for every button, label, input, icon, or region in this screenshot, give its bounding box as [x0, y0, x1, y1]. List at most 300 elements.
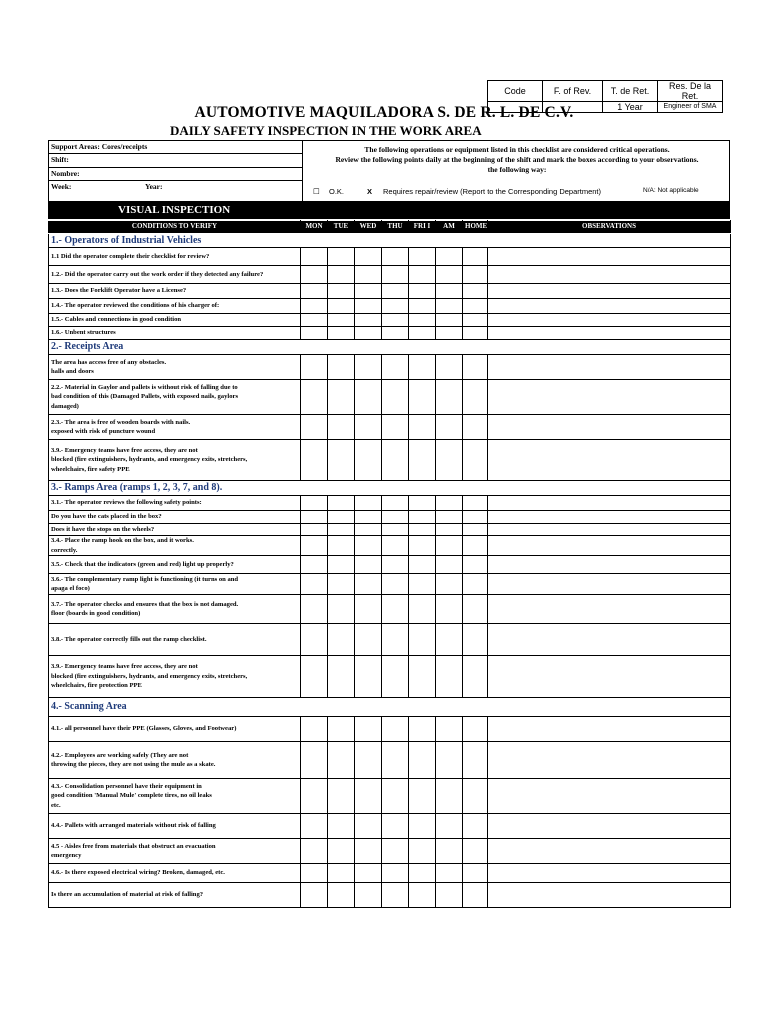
table-row [49, 779, 731, 814]
check-cell-thu[interactable] [382, 595, 409, 624]
table-row [49, 742, 731, 779]
table-row [49, 883, 731, 908]
condition-text: 1.6.- Unbent structures [49, 327, 301, 340]
check-cell-tue[interactable] [328, 266, 355, 284]
check-cell-tue[interactable] [328, 839, 355, 864]
instructions-line-2: Review the following points daily at the beginning of the shift and mark the boxes according to your observations. [335, 155, 699, 164]
check-cell-home[interactable] [463, 511, 488, 524]
check-cell-fri[interactable] [409, 355, 436, 380]
check-cell-wed[interactable] [355, 496, 382, 511]
instructions-text [303, 145, 731, 175]
visual-inspection-banner: VISUAL INSPECTION [48, 202, 730, 219]
check-cell-fri[interactable] [409, 656, 436, 698]
check-cell-tue[interactable] [328, 595, 355, 624]
check-cell-home[interactable] [463, 524, 488, 536]
observations-cell[interactable] [488, 624, 731, 656]
check-cell-home[interactable] [463, 717, 488, 742]
check-cell-wed[interactable] [355, 266, 382, 284]
check-cell-wed[interactable] [355, 327, 382, 340]
check-cell-tue[interactable] [328, 511, 355, 524]
check-cell-home[interactable] [463, 595, 488, 624]
check-cell-thu[interactable] [382, 248, 409, 266]
check-cell-am[interactable] [436, 314, 463, 327]
table-row [49, 864, 731, 883]
check-cell-wed[interactable] [355, 814, 382, 839]
col-conditions: CONDITIONS TO VERIFY [49, 221, 301, 234]
col-thu: THU [382, 221, 409, 234]
table-row [49, 574, 731, 595]
check-cell-home[interactable] [463, 327, 488, 340]
condition-text: 1.2.- Did the operator carry out the work order if they detected any failure? [49, 266, 301, 284]
check-cell-thu[interactable] [382, 742, 409, 779]
check-cell-am[interactable] [436, 556, 463, 574]
check-cell-mon[interactable] [301, 266, 328, 284]
condition-text: 3.6.- The complementary ramp light is functioning (it turns on and apaga el foco) [49, 574, 301, 595]
check-cell-am[interactable] [436, 496, 463, 511]
check-cell-home[interactable] [463, 284, 488, 299]
check-cell-am[interactable] [436, 742, 463, 779]
check-cell-home[interactable] [463, 266, 488, 284]
check-cell-tue[interactable] [328, 864, 355, 883]
condition-text: 3.1.- The operator reviews the following safety points: [49, 496, 301, 511]
table-row [49, 314, 731, 327]
check-cell-fri[interactable] [409, 299, 436, 314]
table-row [49, 656, 731, 698]
check-cell-thu[interactable] [382, 524, 409, 536]
check-cell-mon[interactable] [301, 864, 328, 883]
check-cell-thu[interactable] [382, 779, 409, 814]
condition-text: 3.4.- Place the ramp hook on the box, and it works. correctly. [49, 536, 301, 556]
check-cell-thu[interactable] [382, 299, 409, 314]
section-header-row [49, 340, 731, 355]
section-header-row [49, 481, 731, 496]
check-cell-fri[interactable] [409, 595, 436, 624]
condition-text: 1.3.- Does the Forklift Operator have a License? [49, 284, 301, 299]
section-header-row [49, 698, 731, 717]
table-row [49, 556, 731, 574]
check-cell-am[interactable] [436, 624, 463, 656]
check-cell-tue[interactable] [328, 284, 355, 299]
check-cell-am[interactable] [436, 248, 463, 266]
name-field[interactable]: Nombre: [49, 168, 302, 181]
table-row [49, 440, 731, 481]
check-cell-home[interactable] [463, 415, 488, 440]
check-cell-fri[interactable] [409, 380, 436, 415]
check-cell-wed[interactable] [355, 524, 382, 536]
check-cell-tue[interactable] [328, 380, 355, 415]
check-cell-am[interactable] [436, 536, 463, 556]
condition-text: 3.8.- The operator correctly fills out the ramp checklist. [49, 624, 301, 656]
check-cell-mon[interactable] [301, 355, 328, 380]
check-cell-wed[interactable] [355, 299, 382, 314]
form-info-box [48, 140, 730, 202]
check-cell-am[interactable] [436, 440, 463, 481]
check-cell-wed[interactable] [355, 415, 382, 440]
observations-cell[interactable] [488, 536, 731, 556]
table-row [49, 248, 731, 266]
check-cell-home[interactable] [463, 536, 488, 556]
check-cell-thu[interactable] [382, 327, 409, 340]
check-cell-mon[interactable] [301, 717, 328, 742]
table-row [49, 327, 731, 340]
check-cell-home[interactable] [463, 864, 488, 883]
check-cell-mon[interactable] [301, 574, 328, 595]
check-cell-home[interactable] [463, 248, 488, 266]
observations-cell[interactable] [488, 839, 731, 864]
check-cell-tue[interactable] [328, 556, 355, 574]
check-cell-tue[interactable] [328, 248, 355, 266]
table-row [49, 536, 731, 556]
check-cell-am[interactable] [436, 511, 463, 524]
check-cell-fri[interactable] [409, 415, 436, 440]
col-home: HOME [463, 221, 488, 234]
check-cell-am[interactable] [436, 524, 463, 536]
check-cell-fri[interactable] [409, 839, 436, 864]
check-cell-wed[interactable] [355, 574, 382, 595]
check-cell-fri[interactable] [409, 779, 436, 814]
condition-text: 2.3.- The area is free of wooden boards with nails. exposed with risk of puncture wound [49, 415, 301, 440]
observations-cell[interactable] [488, 742, 731, 779]
check-cell-mon[interactable] [301, 742, 328, 779]
check-cell-home[interactable] [463, 574, 488, 595]
condition-text: Do you have the cats placed in the box? [49, 511, 301, 524]
check-cell-thu[interactable] [382, 574, 409, 595]
section-header-row [49, 234, 731, 248]
check-cell-thu[interactable] [382, 536, 409, 556]
check-cell-thu[interactable] [382, 380, 409, 415]
retention-responsible-header: Res. De la Ret. [658, 81, 723, 102]
check-cell-wed[interactable] [355, 595, 382, 624]
check-cell-fri[interactable] [409, 314, 436, 327]
retention-time-value: 1 Year [603, 102, 658, 113]
check-cell-thu[interactable] [382, 266, 409, 284]
check-cell-wed[interactable] [355, 284, 382, 299]
check-cell-mon[interactable] [301, 883, 328, 908]
check-cell-mon[interactable] [301, 595, 328, 624]
ok-checkbox-icon: ☐ [313, 187, 320, 196]
table-row [49, 355, 731, 380]
check-cell-fri[interactable] [409, 327, 436, 340]
check-cell-home[interactable] [463, 839, 488, 864]
check-cell-am[interactable] [436, 595, 463, 624]
check-cell-tue[interactable] [328, 656, 355, 698]
table-row [49, 814, 731, 839]
form-title: DAILY SAFETY INSPECTION IN THE WORK AREA [170, 123, 482, 138]
observations-cell[interactable] [488, 299, 731, 314]
legend-repair: Requires repair/review (Report to the Corresponding Department) [383, 187, 602, 196]
check-cell-thu[interactable] [382, 284, 409, 299]
check-cell-thu[interactable] [382, 839, 409, 864]
table-row [49, 511, 731, 524]
check-cell-wed[interactable] [355, 380, 382, 415]
check-cell-tue[interactable] [328, 742, 355, 779]
check-cell-am[interactable] [436, 839, 463, 864]
check-cell-home[interactable] [463, 314, 488, 327]
check-cell-mon[interactable] [301, 314, 328, 327]
check-cell-am[interactable] [436, 299, 463, 314]
check-cell-wed[interactable] [355, 883, 382, 908]
check-cell-mon[interactable] [301, 496, 328, 511]
check-cell-wed[interactable] [355, 656, 382, 698]
check-cell-mon[interactable] [301, 327, 328, 340]
check-cell-tue[interactable] [328, 883, 355, 908]
check-cell-thu[interactable] [382, 814, 409, 839]
check-cell-fri[interactable] [409, 284, 436, 299]
week-year-field[interactable] [49, 181, 302, 194]
check-cell-am[interactable] [436, 355, 463, 380]
instructions-line-3: the following way: [487, 165, 547, 174]
observations-cell[interactable] [488, 496, 731, 511]
condition-text: 1.4.- The operator reviewed the conditions of his charger of: [49, 299, 301, 314]
condition-text: 4.6.- Is there exposed electrical wiring? Broken, damaged, etc. [49, 864, 301, 883]
check-cell-mon[interactable] [301, 779, 328, 814]
check-cell-mon[interactable] [301, 415, 328, 440]
observations-cell[interactable] [488, 779, 731, 814]
check-cell-wed[interactable] [355, 511, 382, 524]
check-cell-thu[interactable] [382, 314, 409, 327]
check-cell-wed[interactable] [355, 355, 382, 380]
check-cell-fri[interactable] [409, 266, 436, 284]
condition-text: 3.7.- The operator checks and ensures that the box is not damaged. floor (boards in good condition) [49, 595, 301, 624]
observations-cell[interactable] [488, 380, 731, 415]
check-cell-mon[interactable] [301, 284, 328, 299]
check-cell-home[interactable] [463, 380, 488, 415]
check-cell-fri[interactable] [409, 524, 436, 536]
table-row [49, 299, 731, 314]
check-cell-am[interactable] [436, 415, 463, 440]
table-row [49, 266, 731, 284]
check-cell-fri[interactable] [409, 742, 436, 779]
check-cell-fri[interactable] [409, 717, 436, 742]
check-cell-tue[interactable] [328, 327, 355, 340]
check-cell-wed[interactable] [355, 624, 382, 656]
observations-cell[interactable] [488, 248, 731, 266]
check-cell-wed[interactable] [355, 556, 382, 574]
section-title: 3.- Ramps Area (ramps 1, 2, 3, 7, and 8). [49, 481, 731, 496]
check-cell-fri[interactable] [409, 556, 436, 574]
col-am: AM [436, 221, 463, 234]
condition-text: 3.5.- Check that the indicators (green and red) light up properly? [49, 556, 301, 574]
check-cell-am[interactable] [436, 864, 463, 883]
check-cell-tue[interactable] [328, 574, 355, 595]
col-tue: TUE [328, 221, 355, 234]
section-title: 2.- Receipts Area [49, 340, 731, 355]
check-cell-am[interactable] [436, 814, 463, 839]
check-cell-mon[interactable] [301, 299, 328, 314]
check-cell-wed[interactable] [355, 742, 382, 779]
check-cell-home[interactable] [463, 656, 488, 698]
instructions-line-1: The following operations or equipment listed in this checklist are considered critical operations. [364, 145, 670, 154]
check-cell-mon[interactable] [301, 814, 328, 839]
observations-cell[interactable] [488, 284, 731, 299]
check-cell-mon[interactable] [301, 556, 328, 574]
legend-x-symbol: X [367, 187, 373, 196]
check-cell-tue[interactable] [328, 440, 355, 481]
check-cell-mon[interactable] [301, 536, 328, 556]
legend-ok: O.K. [329, 187, 345, 196]
checklist-table [48, 220, 731, 908]
table-row [49, 284, 731, 299]
check-cell-fri[interactable] [409, 511, 436, 524]
check-cell-home[interactable] [463, 556, 488, 574]
col-observations: OBSERVATIONS [488, 221, 731, 234]
check-cell-fri[interactable] [409, 536, 436, 556]
check-cell-tue[interactable] [328, 314, 355, 327]
check-cell-am[interactable] [436, 574, 463, 595]
legend-not-applicable: N/A: Not applicable [643, 187, 699, 194]
check-cell-wed[interactable] [355, 248, 382, 266]
condition-text: 1.1 Did the operator complete their checklist for review? [49, 248, 301, 266]
observations-cell[interactable] [488, 327, 731, 340]
col-mon: MON [301, 221, 328, 234]
check-cell-home[interactable] [463, 624, 488, 656]
check-cell-am[interactable] [436, 717, 463, 742]
check-cell-am[interactable] [436, 883, 463, 908]
observations-cell[interactable] [488, 814, 731, 839]
check-cell-thu[interactable] [382, 355, 409, 380]
check-cell-fri[interactable] [409, 624, 436, 656]
observations-cell[interactable] [488, 355, 731, 380]
condition-text: Does it have the stops on the wheels? [49, 524, 301, 536]
condition-text: 1.5.- Cables and connections in good condition [49, 314, 301, 327]
check-cell-home[interactable] [463, 883, 488, 908]
week-label: Week: [51, 181, 72, 191]
condition-text: 4.4.- Pallets with arranged materials without risk of falling [49, 814, 301, 839]
check-cell-fri[interactable] [409, 440, 436, 481]
company-title: AUTOMOTIVE MAQUILADORA S. DE R. L. DE C.V. [194, 104, 574, 121]
check-cell-tue[interactable] [328, 779, 355, 814]
condition-text: Is there an accumulation of material at risk of falling? [49, 883, 301, 908]
table-header-row [49, 221, 731, 234]
table-row [49, 624, 731, 656]
check-cell-tue[interactable] [328, 524, 355, 536]
col-wed: WED [355, 221, 382, 234]
check-cell-thu[interactable] [382, 656, 409, 698]
observations-cell[interactable] [488, 717, 731, 742]
check-cell-thu[interactable] [382, 496, 409, 511]
check-cell-am[interactable] [436, 327, 463, 340]
condition-text: 3.9.- Emergency teams have free access, they are not blocked (fire extinguishers, hydrants, and emergency exits, stretchers, wheelchairs, fire safety PPE [49, 440, 301, 481]
table-row [49, 380, 731, 415]
check-cell-mon[interactable] [301, 839, 328, 864]
check-cell-wed[interactable] [355, 839, 382, 864]
condition-text: 4.3.- Consolidation personnel have their equipment in good condition 'Manual Mule' complete tires, no oil leaks etc. [49, 779, 301, 814]
check-cell-fri[interactable] [409, 248, 436, 266]
check-cell-thu[interactable] [382, 864, 409, 883]
observations-cell[interactable] [488, 595, 731, 624]
section-title: 4.- Scanning Area [49, 698, 731, 717]
check-cell-wed[interactable] [355, 536, 382, 556]
condition-text: 4.2.- Employees are working safely (They are not throwing the pieces, they are not using the mule as a skate. [49, 742, 301, 779]
check-cell-fri[interactable] [409, 883, 436, 908]
observations-cell[interactable] [488, 864, 731, 883]
condition-text: 3.9.- Emergency teams have free access, they are not blocked (fire extinguishers, hydrants, and emergency exits, stretchers, wheelchairs, fire protection PPE [49, 656, 301, 698]
check-cell-wed[interactable] [355, 440, 382, 481]
check-cell-home[interactable] [463, 779, 488, 814]
observations-cell[interactable] [488, 656, 731, 698]
check-cell-am[interactable] [436, 380, 463, 415]
check-cell-tue[interactable] [328, 536, 355, 556]
check-cell-thu[interactable] [382, 717, 409, 742]
retention-responsible-value: Engineer of SMA [658, 102, 723, 113]
check-cell-tue[interactable] [328, 814, 355, 839]
check-cell-mon[interactable] [301, 511, 328, 524]
check-cell-am[interactable] [436, 284, 463, 299]
check-cell-mon[interactable] [301, 624, 328, 656]
code-header: Code [488, 81, 543, 102]
condition-text: 4.5 - Aisles free from materials that obstruct an evacuation emergency [49, 839, 301, 864]
check-cell-thu[interactable] [382, 556, 409, 574]
col-fri: FRI I [409, 221, 436, 234]
check-cell-am[interactable] [436, 779, 463, 814]
check-cell-wed[interactable] [355, 864, 382, 883]
table-row [49, 415, 731, 440]
check-cell-tue[interactable] [328, 717, 355, 742]
check-cell-thu[interactable] [382, 624, 409, 656]
check-cell-wed[interactable] [355, 314, 382, 327]
observations-cell[interactable] [488, 314, 731, 327]
check-cell-am[interactable] [436, 656, 463, 698]
table-row [49, 595, 731, 624]
condition-text: The area has access free of any obstacles. halls and doors [49, 355, 301, 380]
check-cell-tue[interactable] [328, 299, 355, 314]
observations-cell[interactable] [488, 556, 731, 574]
check-cell-thu[interactable] [382, 415, 409, 440]
observations-cell[interactable] [488, 415, 731, 440]
check-cell-home[interactable] [463, 742, 488, 779]
table-row [49, 839, 731, 864]
observations-cell[interactable] [488, 883, 731, 908]
observations-cell[interactable] [488, 524, 731, 536]
check-cell-fri[interactable] [409, 496, 436, 511]
check-cell-thu[interactable] [382, 883, 409, 908]
observations-cell[interactable] [488, 574, 731, 595]
shift-field[interactable]: Shift: [49, 154, 302, 167]
check-cell-fri[interactable] [409, 814, 436, 839]
check-cell-home[interactable] [463, 496, 488, 511]
check-cell-fri[interactable] [409, 864, 436, 883]
revision-header: F. of Rev. [543, 81, 603, 102]
check-cell-tue[interactable] [328, 496, 355, 511]
check-cell-tue[interactable] [328, 624, 355, 656]
check-cell-wed[interactable] [355, 717, 382, 742]
check-cell-home[interactable] [463, 299, 488, 314]
check-cell-home[interactable] [463, 440, 488, 481]
check-cell-thu[interactable] [382, 440, 409, 481]
observations-cell[interactable] [488, 440, 731, 481]
table-row [49, 524, 731, 536]
check-cell-am[interactable] [436, 266, 463, 284]
check-cell-fri[interactable] [409, 574, 436, 595]
condition-text: 4.1.- all personnel have their PPE (Glasses, Gloves, and Footwear) [49, 717, 301, 742]
check-cell-mon[interactable] [301, 656, 328, 698]
check-cell-home[interactable] [463, 355, 488, 380]
check-cell-home[interactable] [463, 814, 488, 839]
retention-time-header: T. de Ret. [603, 81, 658, 102]
check-cell-mon[interactable] [301, 248, 328, 266]
support-areas-field[interactable]: Support Areas: Cores/receipts [49, 141, 302, 154]
section-title: 1.- Operators of Industrial Vehicles [49, 234, 731, 248]
check-cell-tue[interactable] [328, 415, 355, 440]
check-cell-thu[interactable] [382, 511, 409, 524]
check-cell-mon[interactable] [301, 524, 328, 536]
check-cell-tue[interactable] [328, 355, 355, 380]
observations-cell[interactable] [488, 266, 731, 284]
check-cell-mon[interactable] [301, 440, 328, 481]
observations-cell[interactable] [488, 511, 731, 524]
check-cell-mon[interactable] [301, 380, 328, 415]
check-cell-wed[interactable] [355, 779, 382, 814]
